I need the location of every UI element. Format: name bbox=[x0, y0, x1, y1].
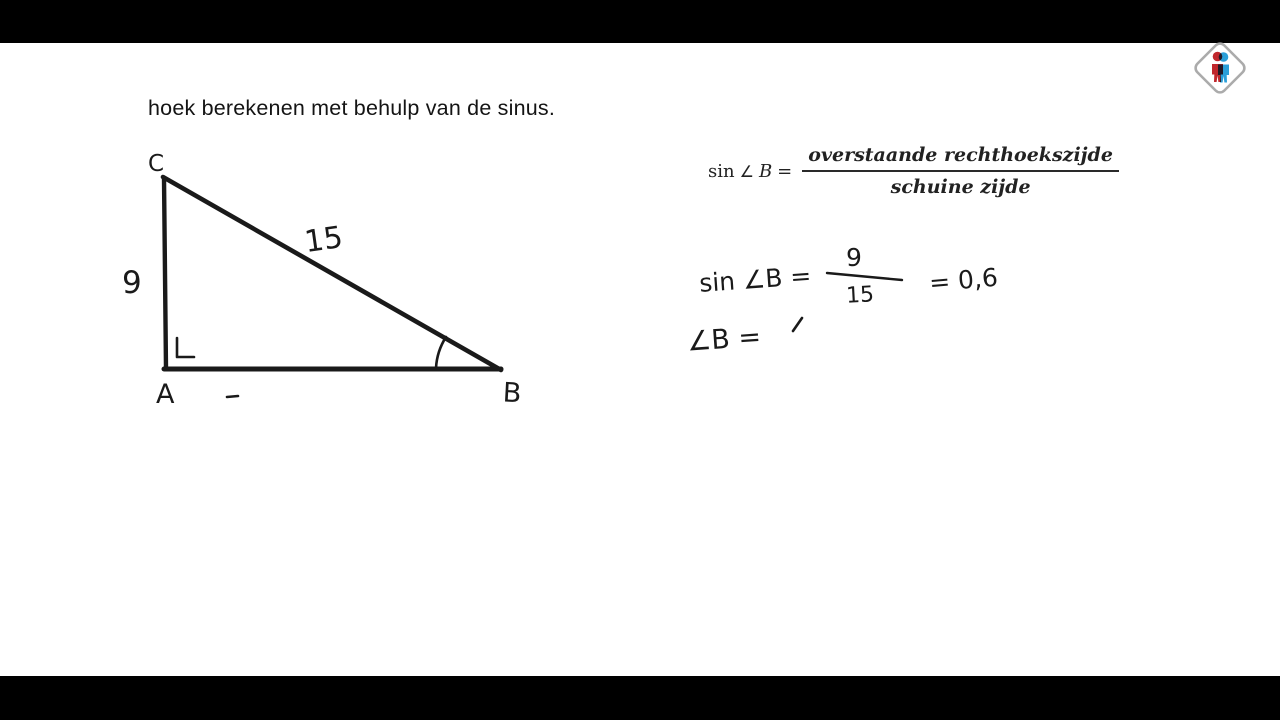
right-angle-mark bbox=[177, 338, 194, 357]
hw-line1-result: = 0,6 bbox=[928, 262, 999, 298]
formula-equals: = bbox=[777, 160, 793, 182]
triangle-hypotenuse-cb bbox=[163, 177, 501, 370]
hw-line2-lhs: ∠B = bbox=[686, 321, 763, 358]
angle-arc-b bbox=[436, 337, 446, 368]
handwritten-line1 bbox=[698, 243, 999, 309]
channel-logo bbox=[1193, 41, 1247, 95]
formula-variable: B bbox=[758, 160, 773, 182]
side-label-9: 9 bbox=[122, 265, 142, 301]
handwritten-line2 bbox=[686, 318, 802, 358]
hw-line1-lhs: sin ∠B = bbox=[698, 261, 813, 298]
side-label-15: 15 bbox=[302, 220, 346, 261]
hw-fraction-bar bbox=[827, 273, 902, 280]
logo-person-red-head bbox=[1213, 52, 1223, 62]
formula-numerator: overstaande rechthoekszijde bbox=[802, 144, 1119, 172]
vertex-label-a: A bbox=[156, 379, 175, 410]
triangle-drawing bbox=[163, 177, 501, 397]
triangle-side-ac bbox=[164, 178, 166, 369]
hw-fraction-denominator: 15 bbox=[845, 282, 875, 309]
formula-denominator: schuine zijde bbox=[890, 176, 1031, 198]
vertex-label-c: C bbox=[148, 151, 165, 177]
hw-fraction-numerator: 9 bbox=[846, 243, 862, 272]
formula-func: sin bbox=[708, 160, 735, 182]
slide-title: hoek berekenen met behulp van de sinus. bbox=[148, 96, 556, 120]
pen-stroke bbox=[793, 318, 802, 331]
vertex-label-b: B bbox=[502, 377, 523, 410]
angle-symbol: ∠ bbox=[739, 161, 754, 181]
base-tick-mark bbox=[227, 396, 238, 397]
